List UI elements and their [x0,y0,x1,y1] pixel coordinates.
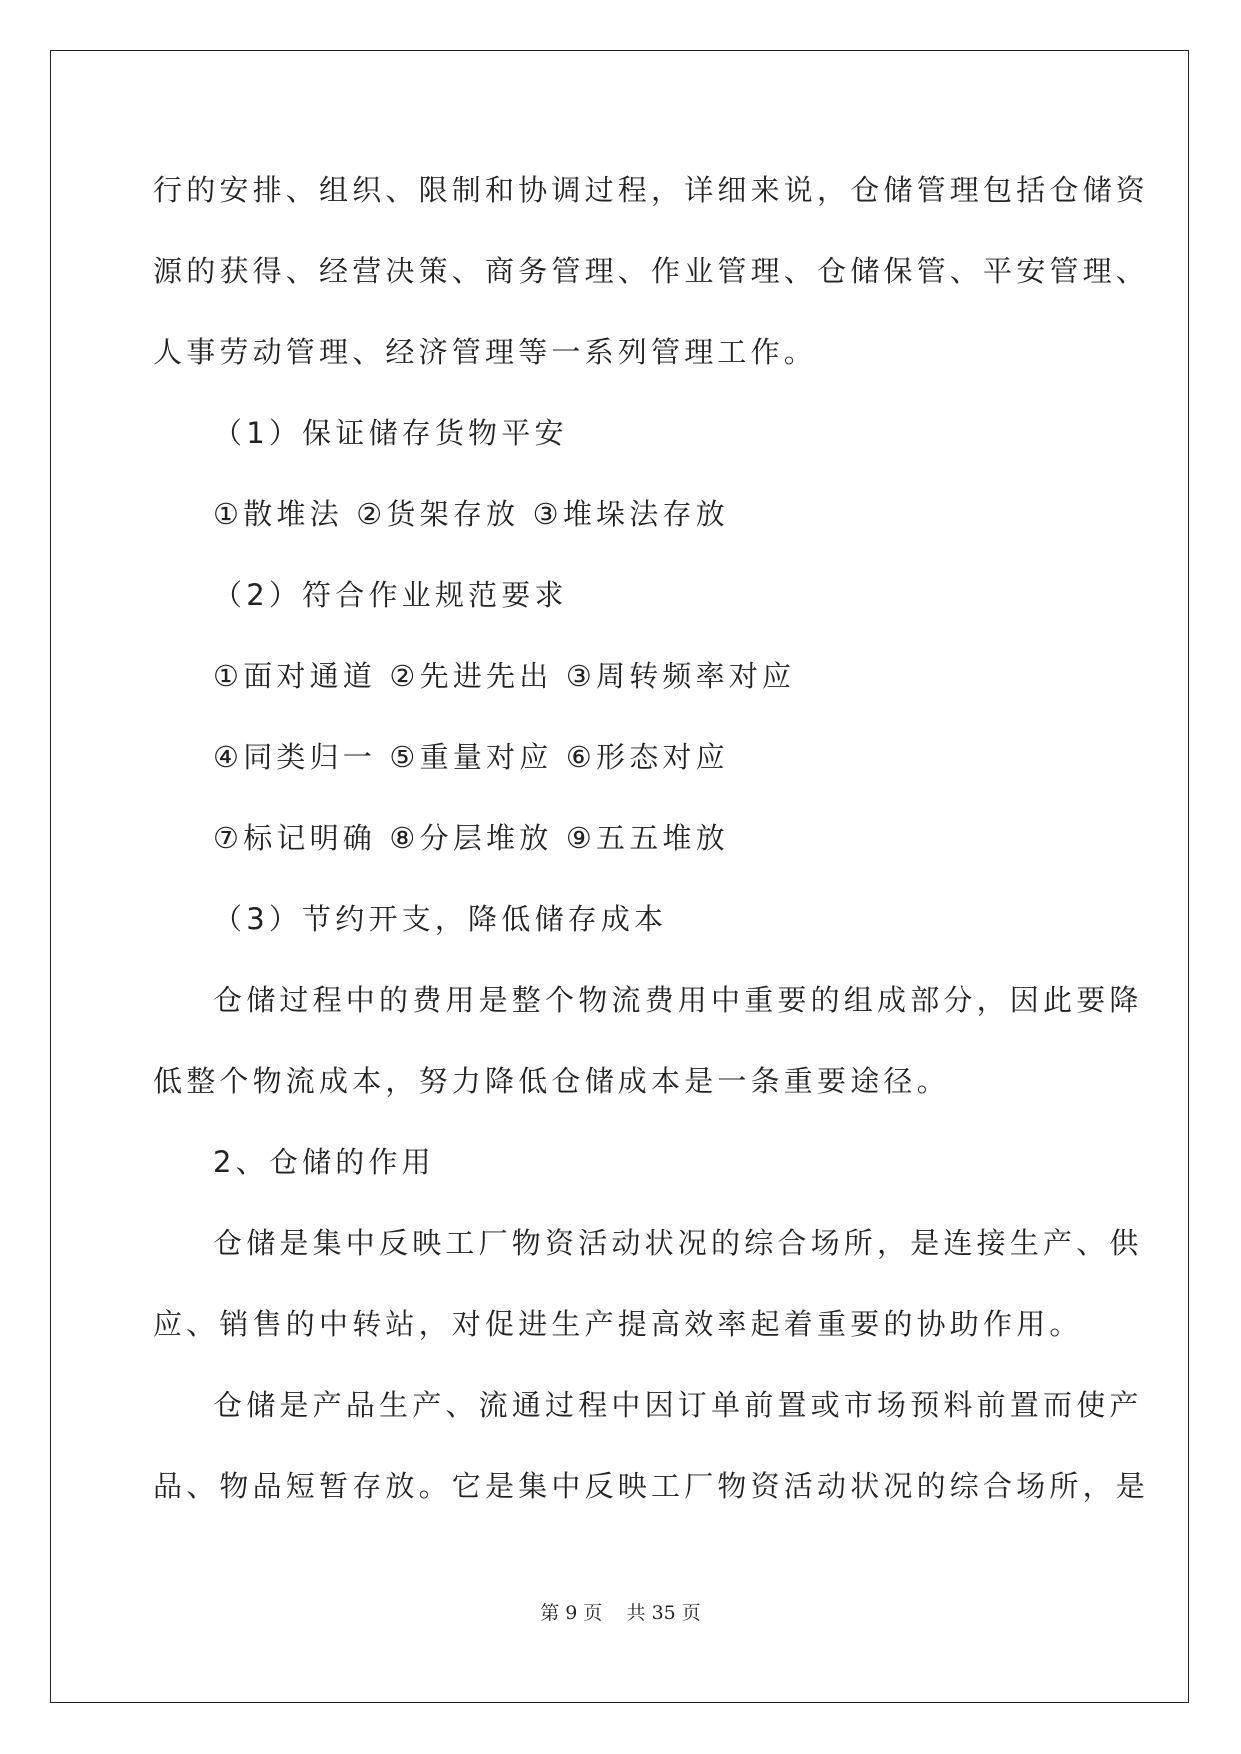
paragraph-line: 人事劳动管理、经济管理等一系列管理工作。 [153,335,818,369]
paragraph-line: 应、销售的中转站，对促进生产提高效率起着重要的协助作用。 [153,1307,1083,1341]
section-heading: （2）符合作业规范要求 [213,578,568,612]
paragraph-line: 行的安排、组织、限制和协调过程，详细来说，仓储管理包括仓储资 [153,173,1150,207]
paragraph-line: 仓储过程中的费用是整个物流费用中重要的组成部分，因此要降 [213,983,1143,1017]
page-number-footer: 第 9 页 共 35 页 [540,1602,701,1624]
list-item: ①面对通道 ②先进先出 ③周转频率对应 [213,659,796,693]
paragraph-line: 品、物品短暂存放。它是集中反映工厂物资活动状况的综合场所，是 [153,1469,1150,1503]
paragraph-line: 低整个物流成本，努力降低仓储成本是一条重要途径。 [153,1064,950,1098]
section-heading: （1）保证储存货物平安 [213,416,568,450]
list-item: ⑦标记明确 ⑧分层堆放 ⑨五五堆放 [213,821,729,855]
list-item: ④同类归一 ⑤重量对应 ⑥形态对应 [213,740,729,774]
page-border [50,50,1189,1703]
section-heading: 2、仓储的作用 [213,1145,435,1179]
paragraph-line: 源的获得、经营决策、商务管理、作业管理、仓储保管、平安管理、 [153,254,1150,288]
list-item: ①散堆法 ②货架存放 ③堆垛法存放 [213,497,729,531]
section-heading: （3）节约开支，降低储存成本 [213,902,668,936]
paragraph-line: 仓储是集中反映工厂物资活动状况的综合场所，是连接生产、供 [213,1226,1143,1260]
paragraph-line: 仓储是产品生产、流通过程中因订单前置或市场预料前置而使产 [213,1388,1143,1422]
